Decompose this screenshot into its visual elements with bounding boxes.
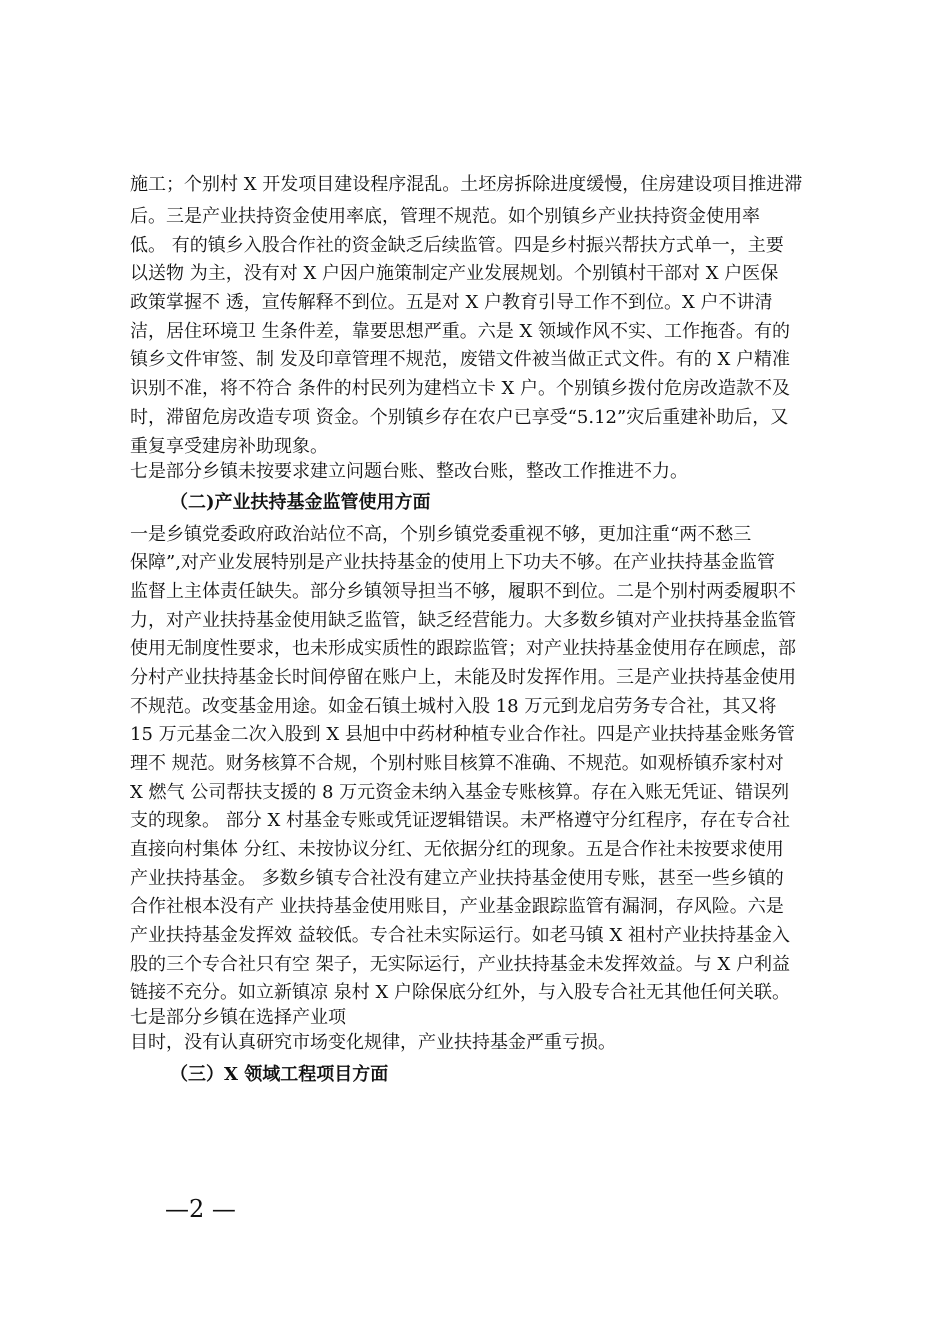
paragraph-line: 洁，居住环境卫 生条件差，靠要思想严重。六是 X 领域作风不实、工作拖沓。有的 [130, 321, 790, 342]
paragraph-line: 股的三个专合社只有空 架子，无实际运行，产业扶持基金未发挥效益。与 X 户利益 [130, 954, 790, 975]
paragraph-line: 一是乡镇党委政府政治站位不高，个别乡镇党委重视不够，更加注重“两不愁三 [130, 524, 752, 545]
paragraph-line: 分村产业扶持基金长时间停留在账户上，未能及时发挥作用。三是产业扶持基金使用 [130, 667, 796, 688]
paragraph-line: 监督上主体责任缺失。部分乡镇领导担当不够，履职不到位。二是个别村两委履职不 [130, 581, 796, 602]
paragraph-line: 力，对产业扶持基金使用缺乏监管，缺乏经营能力。大多数乡镇对产业扶持基金监管 [130, 610, 796, 631]
paragraph-line: 目时，没有认真研究市场变化规律，产业扶持基金严重亏损。 [130, 1032, 616, 1053]
paragraph-line: 时，滞留危房改造专项 资金。个别镇乡存在农户已享受“5.12”灾后重建补助后，又 [130, 407, 789, 428]
paragraph-line: 支的现象。 部分 X 村基金专账或凭证逻辑错误。未严格遵守分红程序，存在专合社 [130, 810, 790, 831]
section-heading: （二)产业扶持基金监管使用方面 [170, 492, 431, 513]
paragraph-line: 产业扶持基金发挥效 益较低。专合社未实际运行。如老马镇 X 祖村产业扶持基金入 [130, 925, 790, 946]
paragraph-line: 施工；个别村 X 开发项目建设程序混乱。土坯房拆除进度缓慢，住房建设项目推进滞 [130, 174, 803, 195]
paragraph-line: 不规范。改变基金用途。如金石镇土城村入股 18 万元到龙启劳务专合社，其又将 [130, 696, 777, 717]
paragraph-line: 直接向村集体 分红、未按协议分红、无依据分红的现象。五是合作社未按要求使用 [130, 839, 784, 860]
paragraph-line: 合作社根本没有产 业扶持基金使用账目，产业基金跟踪监管有漏洞，存风险。六是 [130, 896, 784, 917]
paragraph-line: 理不 规范。财务核算不合规，个别村账目核算不准确、不规范。如观桥镇乔家村对 [130, 753, 784, 774]
paragraph-line: 七是部分乡镇在选择产业项 [130, 1007, 346, 1028]
section-heading: （三）X 领域工程项目方面 [170, 1064, 389, 1085]
paragraph-line: 后。三是产业扶持资金使用率底，管理不规范。如个别镇乡产业扶持资金使用率 [130, 206, 760, 227]
paragraph-line: 保障”,对产业发展特别是产业扶持基金的使用上下功夫不够。在产业扶持基金监管 [130, 552, 775, 573]
paragraph-line: 重复享受建房补助现象。 [130, 436, 328, 457]
paragraph-line: 七是部分乡镇未按要求建立问题台账、整改台账，整改工作推进不力。 [130, 461, 688, 482]
paragraph-line: 低。 有的镇乡入股合作社的资金缺乏后续监管。四是乡村振兴帮扶方式单一，主要 [130, 235, 784, 256]
paragraph-line: 识别不准，将不符合 条件的村民列为建档立卡 X 户。个别镇乡拨付危房改造款不及 [130, 378, 790, 399]
paragraph-line: 产业扶持基金。 多数乡镇专合社没有建立产业扶持基金使用专账，甚至一些乡镇的 [130, 868, 784, 889]
paragraph-line: 以送物 为主，没有对 X 户因户施策制定产业发展规划。个别镇村干部对 X 户医保 [130, 263, 779, 284]
paragraph-line: 使用无制度性要求，也未形成实质性的跟踪监管；对产业扶持基金使用存在顾虑，部 [130, 638, 796, 659]
paragraph-line: 15 万元基金二次入股到 X 县旭中中药材种植专业合作社。四是产业扶持基金账务管 [130, 724, 795, 745]
page-number: —2 — [165, 1195, 236, 1223]
paragraph-line: 镇乡文件审签、制 发及印章管理不规范，废错文件被当做正式文件。有的 X 户精准 [130, 349, 790, 370]
paragraph-line: 政策掌握不 透，宣传解释不到位。五是对 X 户教育引导工作不到位。X 户不讲清 [130, 292, 773, 313]
paragraph-line: X 燃气 公司帮扶支援的 8 万元资金未纳入基金专账核算。存在入账无凭证、错误列 [130, 782, 790, 803]
paragraph-line: 链接不充分。如立新镇凉 泉村 X 户除保底分红外，与入股专合社无其他任何关联。 [130, 982, 790, 1003]
